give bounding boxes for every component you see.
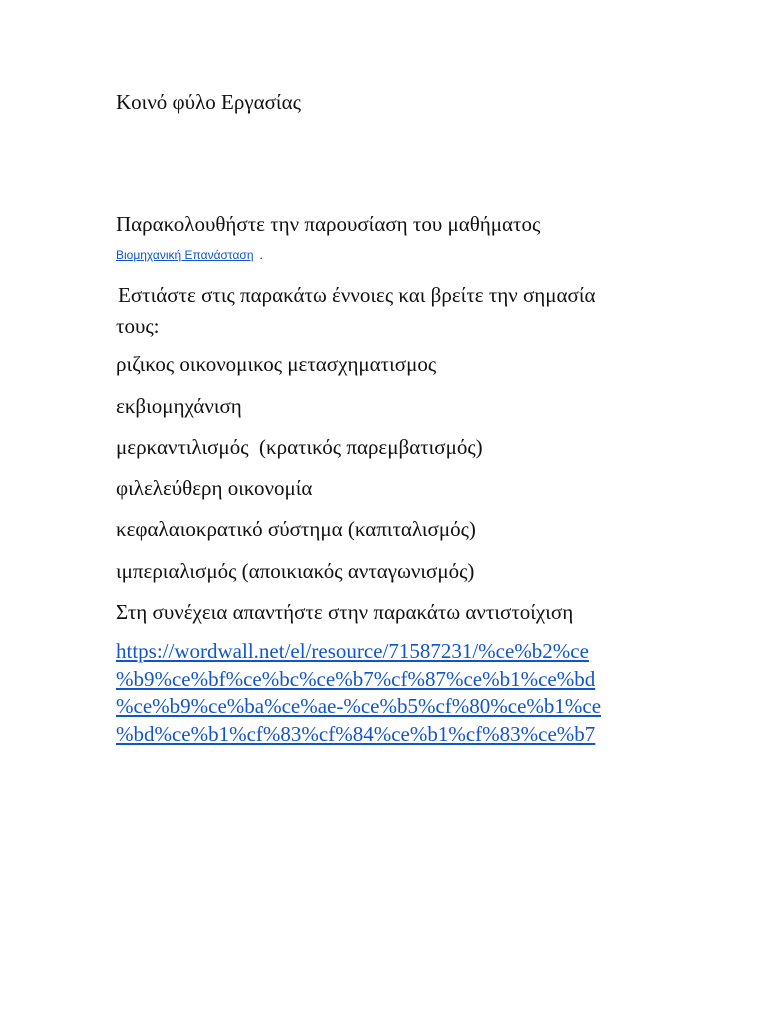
- watch-instruction: Παρακολουθήστε την παρουσίαση του μαθήματος: [116, 212, 541, 236]
- focus-instruction-line1: Εστιάστε στις παρακάτω έννοιες και βρείτε την σημασία: [118, 283, 596, 307]
- wordwall-link-line: %ce%b9%ce%ba%ce%ae-%ce%b5%cf%80%ce%b1%ce: [116, 694, 602, 718]
- concept-item: ιμπεριαλισμός (αποικιακός ανταγωνισμός): [116, 559, 475, 583]
- wordwall-link-line: %bd%ce%b1%cf%83%cf%84%ce%b1%cf%83%ce%b7: [116, 721, 596, 746]
- concept-item: εκβιομηχάνιση: [116, 394, 242, 418]
- wordwall-link[interactable]: [116, 638, 601, 748]
- lesson-link-suffix: .: [259, 248, 263, 262]
- wordwall-link-line: %b9%ce%bf%ce%bc%ce%b7%cf%87%ce%b1%ce%bd: [116, 666, 596, 691]
- matching-instruction: Στη συνέχεια απαντήστε στην παρακάτω αντιστοίχιση: [116, 600, 574, 624]
- concept-item: μερκαντιλισμός (κρατικός παρεμβατισμός): [116, 435, 483, 459]
- focus-instruction-line2: τους:: [116, 314, 160, 338]
- concept-item: ριζικος οικονομικος μετασχηματισμος: [116, 352, 437, 376]
- wordwall-link-line: https://wordwall.net/el/resource/71587231/%ce%b2%ce: [116, 639, 589, 663]
- lesson-link-row: [116, 246, 263, 264]
- concept-item: φιλελεύθερη οικονομία: [116, 476, 313, 500]
- document-title: Κοινό φύλο Εργασίας: [116, 90, 301, 114]
- lesson-link[interactable]: Βιομηχανική Επανάσταση: [116, 248, 254, 262]
- concept-item: κεφαλαιοκρατικό σύστημα (καπιταλισμός): [116, 517, 476, 541]
